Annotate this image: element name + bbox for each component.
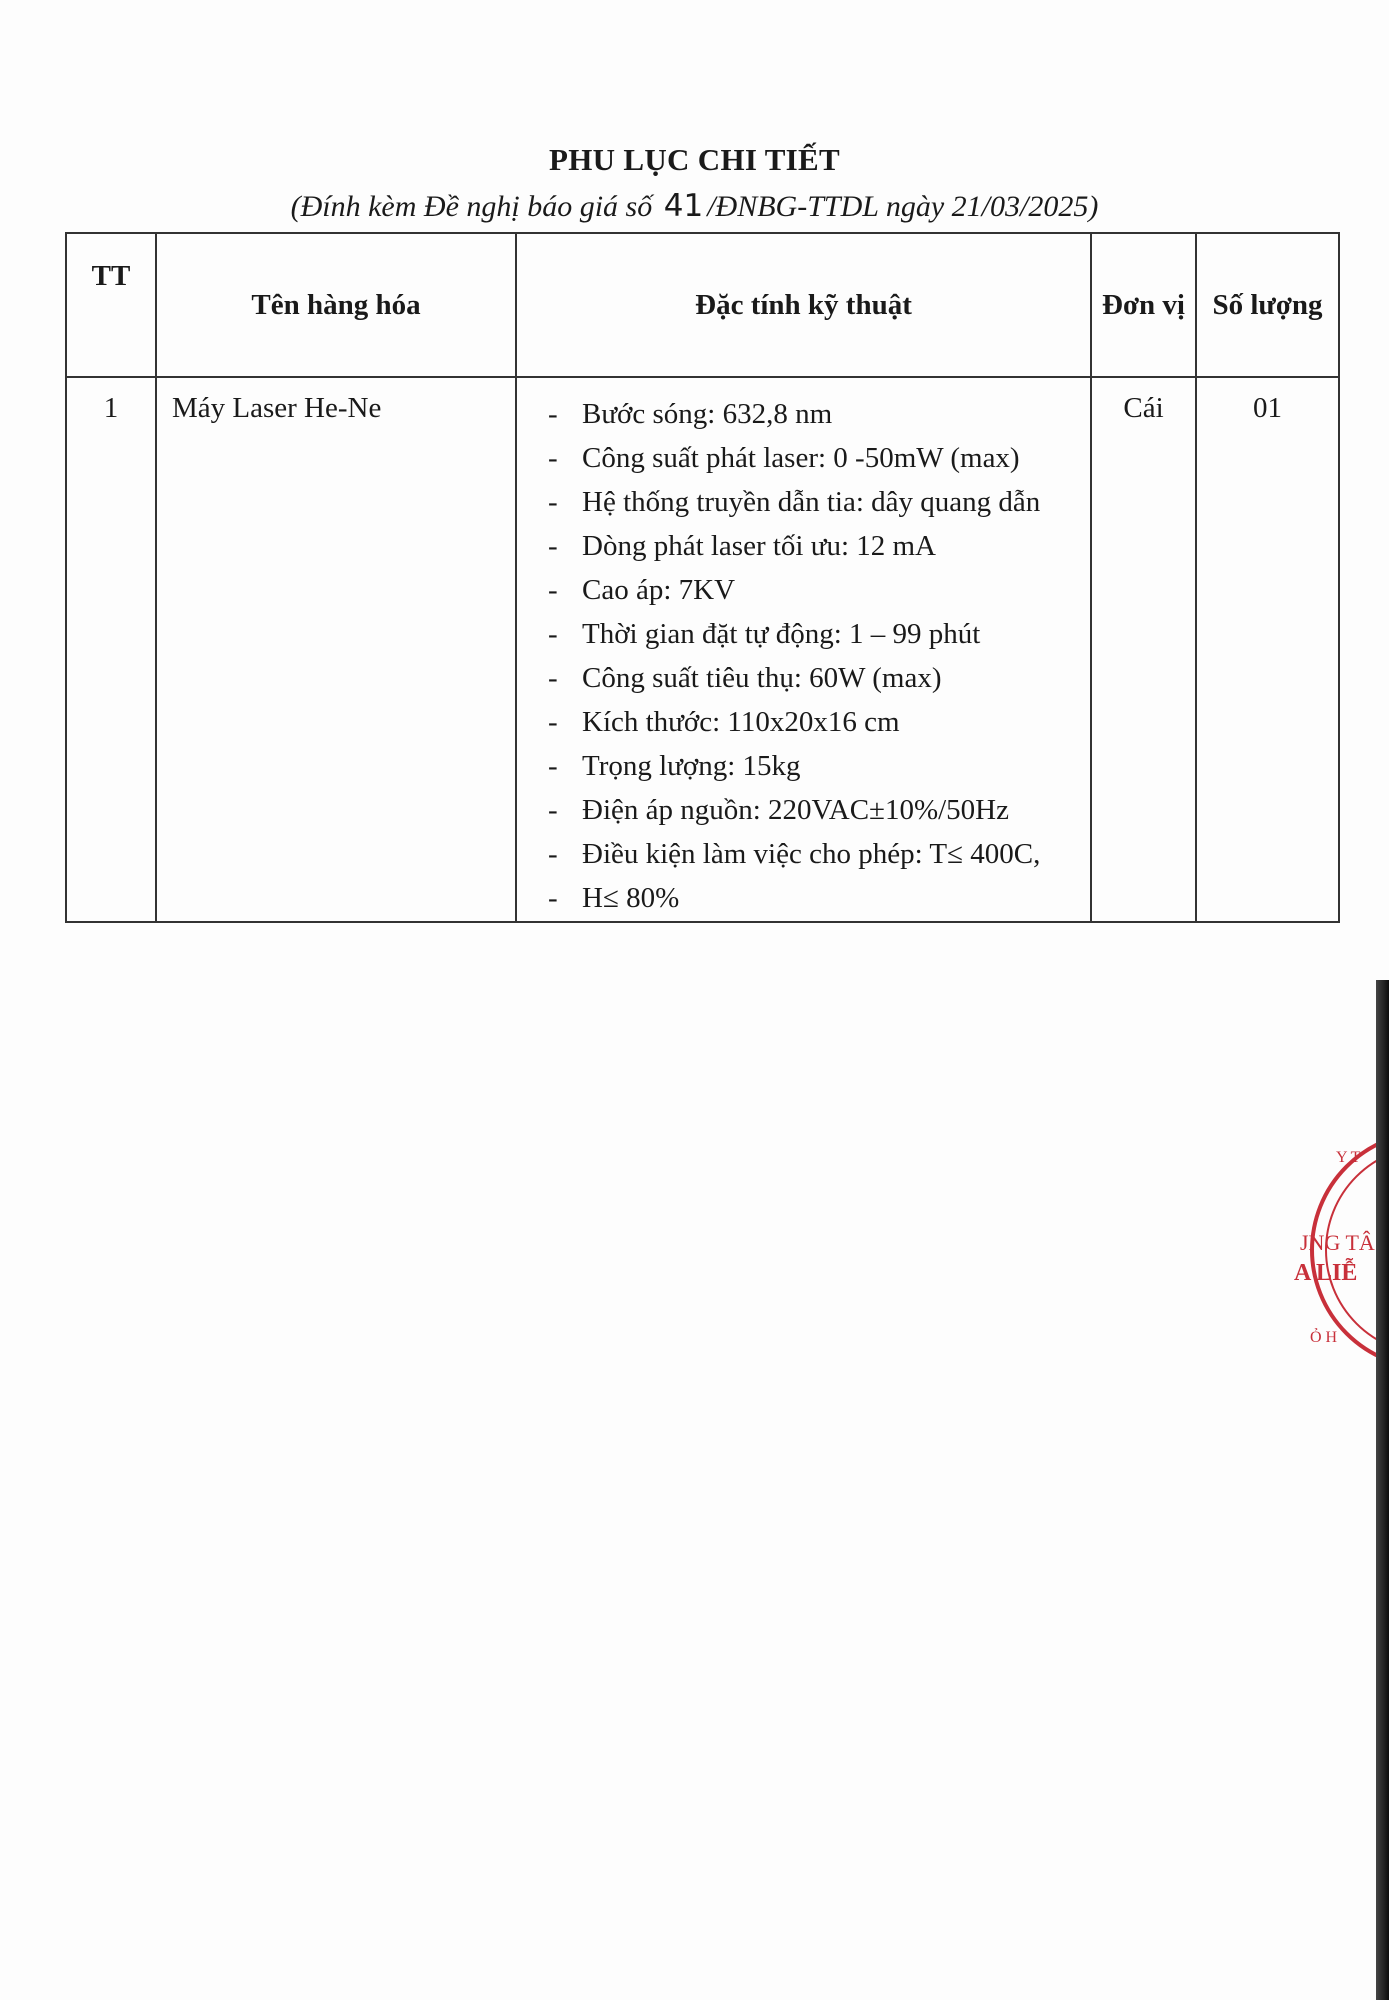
header-name: Tên hàng hóa xyxy=(156,233,516,377)
subtitle-prefix: (Đính kèm Đề nghị báo giá số xyxy=(290,190,653,223)
stamp-line-1: JNG TÂ xyxy=(1300,1230,1375,1255)
spec-item: - Trọng lượng: 15kg xyxy=(548,750,801,782)
stamp-line-2: A LIỄ xyxy=(1294,1260,1358,1286)
appendix-table xyxy=(65,232,1340,923)
cell-specs xyxy=(516,377,1091,922)
spec-item: - H≤ 80% xyxy=(548,882,680,914)
spec-item: - Điều kiện làm việc cho phép: T≤ 400C, xyxy=(548,838,1041,870)
spec-list xyxy=(518,392,1089,920)
cell-name: Máy Laser He-Ne xyxy=(156,377,516,922)
subtitle-suffix: /ĐNBG-TTDL ngày 21/03/2025) xyxy=(707,190,1099,223)
spec-item: - Kích thước: 110x20x16 cm xyxy=(548,706,900,738)
spec-item: - Dòng phát laser tối ưu: 12 mA xyxy=(548,530,937,562)
header-specs: Đặc tính kỹ thuật xyxy=(516,233,1091,377)
header-unit: Đơn vị xyxy=(1091,233,1196,377)
spec-item: - Công suất phát laser: 0 -50mW (max) xyxy=(548,442,1020,474)
spec-item: - Điện áp nguồn: 220VAC±10%/50Hz xyxy=(548,794,1009,826)
page-edge-shadow xyxy=(1376,980,1389,2000)
document-subtitle xyxy=(0,188,1389,224)
cell-tt: 1 xyxy=(66,377,156,922)
table-header-row xyxy=(66,233,1339,377)
handwritten-number: 41 xyxy=(663,188,704,224)
document-title: PHU LỤC CHI TIẾT xyxy=(548,142,841,177)
red-seal-stamp xyxy=(1290,1120,1389,1380)
header-tt: TT xyxy=(66,233,156,377)
table-row xyxy=(66,377,1339,922)
spec-item: - Bước sóng: 632,8 nm xyxy=(548,398,833,430)
cell-qty: 01 xyxy=(1196,377,1339,922)
spec-item: - Hệ thống truyền dẫn tia: dây quang dẫn xyxy=(548,486,1041,518)
stamp-bottom-text: Ỏ H xyxy=(1310,1329,1338,1346)
spec-item: - Cao áp: 7KV xyxy=(548,574,736,606)
header-qty: Số lượng xyxy=(1196,233,1339,377)
spec-item: - Thời gian đặt tự động: 1 – 99 phút xyxy=(548,618,981,650)
cell-unit: Cái xyxy=(1091,377,1196,922)
spec-item: - Công suất tiêu thụ: 60W (max) xyxy=(548,662,942,694)
stamp-top-text: Y T xyxy=(1336,1149,1361,1166)
